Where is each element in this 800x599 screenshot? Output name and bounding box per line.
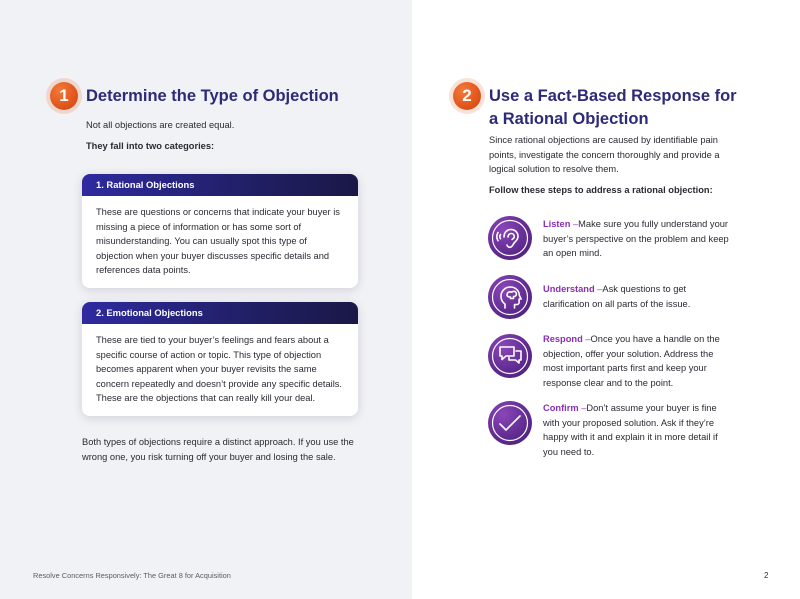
head-brain-icon xyxy=(488,275,532,319)
steps-label: Follow these steps to address a rational objection: xyxy=(489,185,713,195)
step-title: Listen – xyxy=(543,219,578,229)
step-respond xyxy=(543,332,733,390)
step-confirm xyxy=(543,401,733,459)
intro-text: Since rational objections are caused by identifiable pain points, investigate the concern thoroughly and provide a logical solution to resolve them. xyxy=(489,135,720,175)
step-description: Ask questions to get clarification on all parts of the issue. xyxy=(543,284,691,309)
step-description: Once you have a handle on the objection, offer your solution. Address the most important parts first and keep your response clear and to the point. xyxy=(543,334,720,388)
section-title: Use a Fact-Based Response for a Rational Objection xyxy=(489,87,737,128)
checkmark-icon xyxy=(488,401,532,445)
page-number: 2 xyxy=(764,571,769,580)
step-description: Don’t assume your buyer is fine with your proposed solution. Ask if they’re happy with it and explain it in more detail if you need to. xyxy=(543,403,718,457)
ear-icon xyxy=(488,216,532,260)
card-body: These are tied to your buyer’s feelings and fears about a specific course of action or topic. This type of objection becomes apparent when your buyer revisits the same concern repeatedly and doesn’t provide any specific details. These are the objections that can really kill your deal. xyxy=(96,335,342,404)
closing-text: Both types of objections require a distinct approach. If you use the wrong one, you risk turning off your buyer and losing the sale. xyxy=(82,437,354,462)
rational-objections-card xyxy=(82,174,358,288)
step-description: Make sure you fully understand your buyer’s perspective on the problem and keep an open mind. xyxy=(543,219,729,259)
categories-label: They fall into two categories: xyxy=(86,141,215,151)
speech-bubbles-icon xyxy=(488,334,532,378)
step-title: Understand – xyxy=(543,284,602,294)
step-title: Confirm – xyxy=(543,403,586,413)
intro-text: Not all objections are created equal. xyxy=(86,120,235,130)
footer-document-title: Resolve Concerns Responsively: The Great 8 for Acquisition xyxy=(33,571,231,580)
card-title: 2. Emotional Objections xyxy=(82,302,358,324)
section-number-badge: 2 xyxy=(453,82,481,110)
step-understand xyxy=(543,282,733,311)
emotional-objections-card xyxy=(82,302,358,416)
section-number-badge: 1 xyxy=(50,82,78,110)
step-listen xyxy=(543,217,733,261)
card-title: 1. Rational Objections xyxy=(82,174,358,196)
step-title: Respond – xyxy=(543,334,591,344)
card-body: These are questions or concerns that indicate your buyer is missing a piece of information or has some sort of misunderstanding. You can usually spot this type of objection when your buyer discusses specific details and references data points. xyxy=(96,207,340,276)
section-title: Determine the Type of Objection xyxy=(86,87,339,105)
